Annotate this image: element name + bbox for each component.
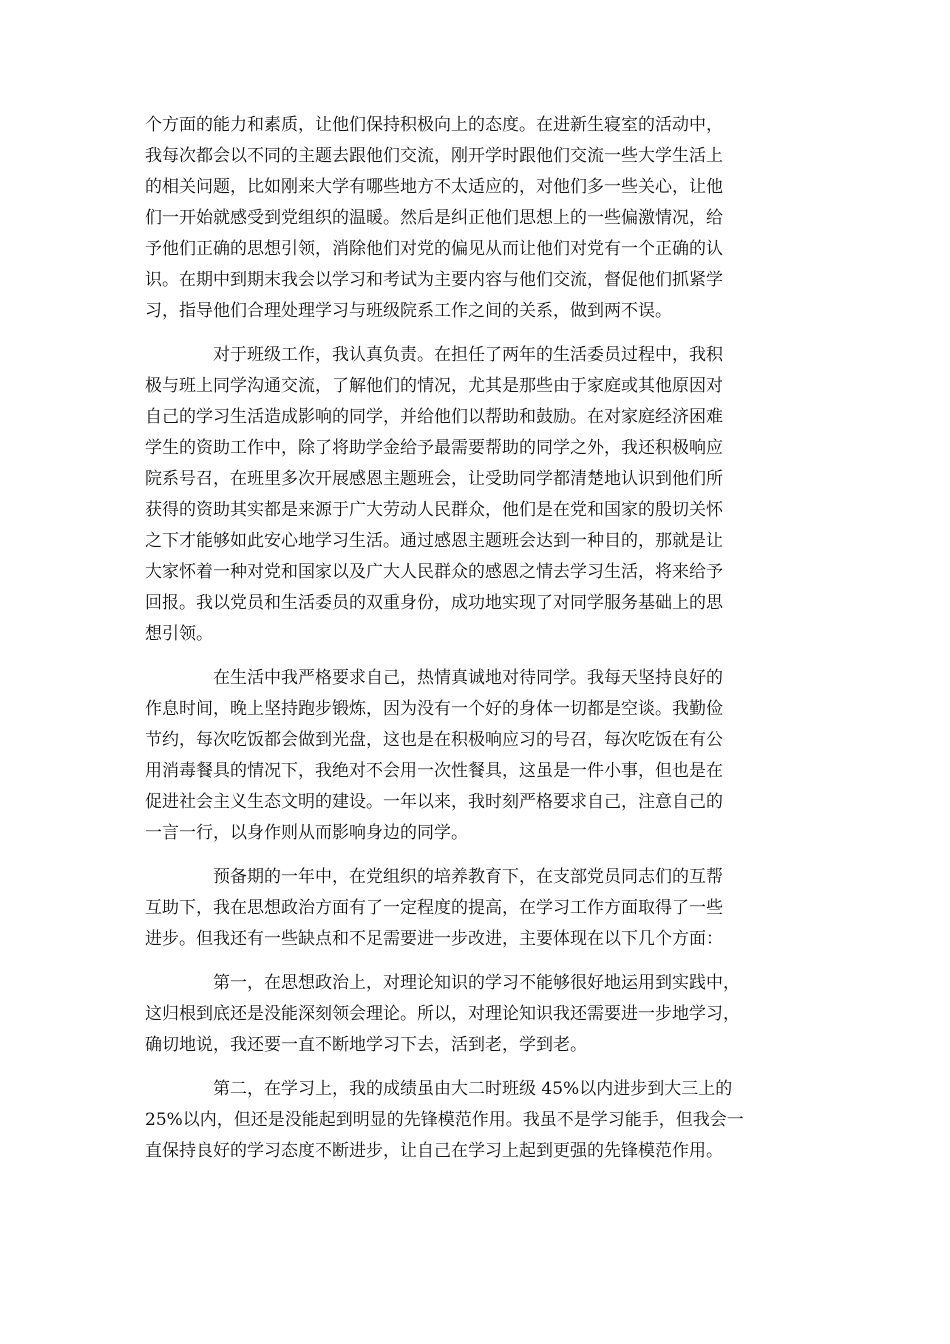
text-line: 互助下，我在思想政治方面有了一定程度的提高，在学习工作方面取得了一些 xyxy=(145,898,723,918)
paragraph xyxy=(145,1074,815,1167)
text-line: 确切地说，我还要一直不断地学习下去，活到老，学到老。 xyxy=(145,1035,587,1055)
text-line: 习，指导他们合理处理学习与班级院系工作之间的关系，做到两不误。 xyxy=(145,301,672,321)
document-body xyxy=(145,110,815,1180)
text-line: 第二，在学习上，我的成绩虽由大二时班级 45%以内进步到大三上的 xyxy=(213,1079,733,1099)
text-line: 回报。我以党员和生活委员的双重身份，成功地实现了对同学服务基础上的思 xyxy=(145,593,723,613)
text-line: 促进社会主义生态文明的建设。一年以来，我时刻严格要求自己，注意自己的 xyxy=(145,792,723,812)
text-line: 我每次都会以不同的主题去跟他们交流，刚开学时跟他们交流一些大学生活上 xyxy=(145,146,723,166)
text-line: 院系号召，在班里多次开展感恩主题班会，让受助同学都清楚地认识到他们所 xyxy=(145,469,723,489)
paragraph xyxy=(145,663,815,849)
text-line: 预备期的一年中，在党组织的培养教育下，在支部党员同志们的互帮 xyxy=(213,867,723,887)
text-line: 极与班上同学沟通交流，了解他们的情况，尤其是那些由于家庭或其他原因对 xyxy=(145,376,723,396)
text-line: 个方面的能力和素质，让他们保持积极向上的态度。在进新生寝室的活动中， xyxy=(145,115,723,135)
text-line: 予他们正确的思想引领，消除他们对党的偏见从而让他们对党有一个正确的认 xyxy=(145,239,723,259)
paragraph xyxy=(145,862,815,955)
paragraph xyxy=(145,968,815,1061)
text-line: 一言一行，以身作则从而影响身边的同学。 xyxy=(145,823,468,843)
text-line: 第一，在思想政治上，对理论知识的学习不能够很好地运用到实践中， xyxy=(213,973,740,993)
text-line: 想引领。 xyxy=(145,624,213,644)
text-line: 在生活中我严格要求自己，热情真诚地对待同学。我每天坚持良好的 xyxy=(213,668,723,688)
text-line: 大家怀着一种对党和国家以及广大人民群众的感恩之情去学习生活，将来给予 xyxy=(145,562,723,582)
text-line: 之下才能够如此安心地学习生活。通过感恩主题班会达到一种目的，那就是让 xyxy=(145,531,723,551)
paragraph xyxy=(145,110,815,327)
paragraph xyxy=(145,340,815,650)
text-line: 对于班级工作，我认真负责。在担任了两年的生活委员过程中，我积 xyxy=(213,345,723,365)
text-line: 用消毒餐具的情况下，我绝对不会用一次性餐具，这虽是一件小事，但也是在 xyxy=(145,761,723,781)
text-line: 学生的资助工作中，除了将助学金给予最需要帮助的同学之外，我还积极响应 xyxy=(145,438,723,458)
text-line: 进步。但我还有一些缺点和不足需要进一步改进，主要体现在以下几个方面： xyxy=(145,929,723,949)
text-line: 25%以内，但还是没能起到明显的先锋模范作用。我虽不是学习能手，但我会一 xyxy=(145,1110,744,1130)
text-line: 作息时间，晚上坚持跑步锻炼，因为没有一个好的身体一切都是空谈。我勤俭 xyxy=(145,699,723,719)
text-line: 直保持良好的学习态度不断进步，让自己在学习上起到更强的先锋模范作用。 xyxy=(145,1141,723,1161)
text-line: 自己的学习生活造成影响的同学，并给他们以帮助和鼓励。在对家庭经济困难 xyxy=(145,407,723,427)
text-line: 获得的资助其实都是来源于广大劳动人民群众，他们是在党和国家的殷切关怀 xyxy=(145,500,723,520)
text-line: 们一开始就感受到党组织的温暖。然后是纠正他们思想上的一些偏激情况，给 xyxy=(145,208,723,228)
text-line: 的相关问题，比如刚来大学有哪些地方不太适应的，对他们多一些关心，让他 xyxy=(145,177,723,197)
text-line: 识。在期中到期末我会以学习和考试为主要内容与他们交流，督促他们抓紧学 xyxy=(145,270,723,290)
text-line: 这归根到底还是没能深刻领会理论。所以，对理论知识我还需要进一步地学习， xyxy=(145,1004,740,1024)
text-line: 节约，每次吃饭都会做到光盘，这也是在积极响应习的号召，每次吃饭在有公 xyxy=(145,730,723,750)
